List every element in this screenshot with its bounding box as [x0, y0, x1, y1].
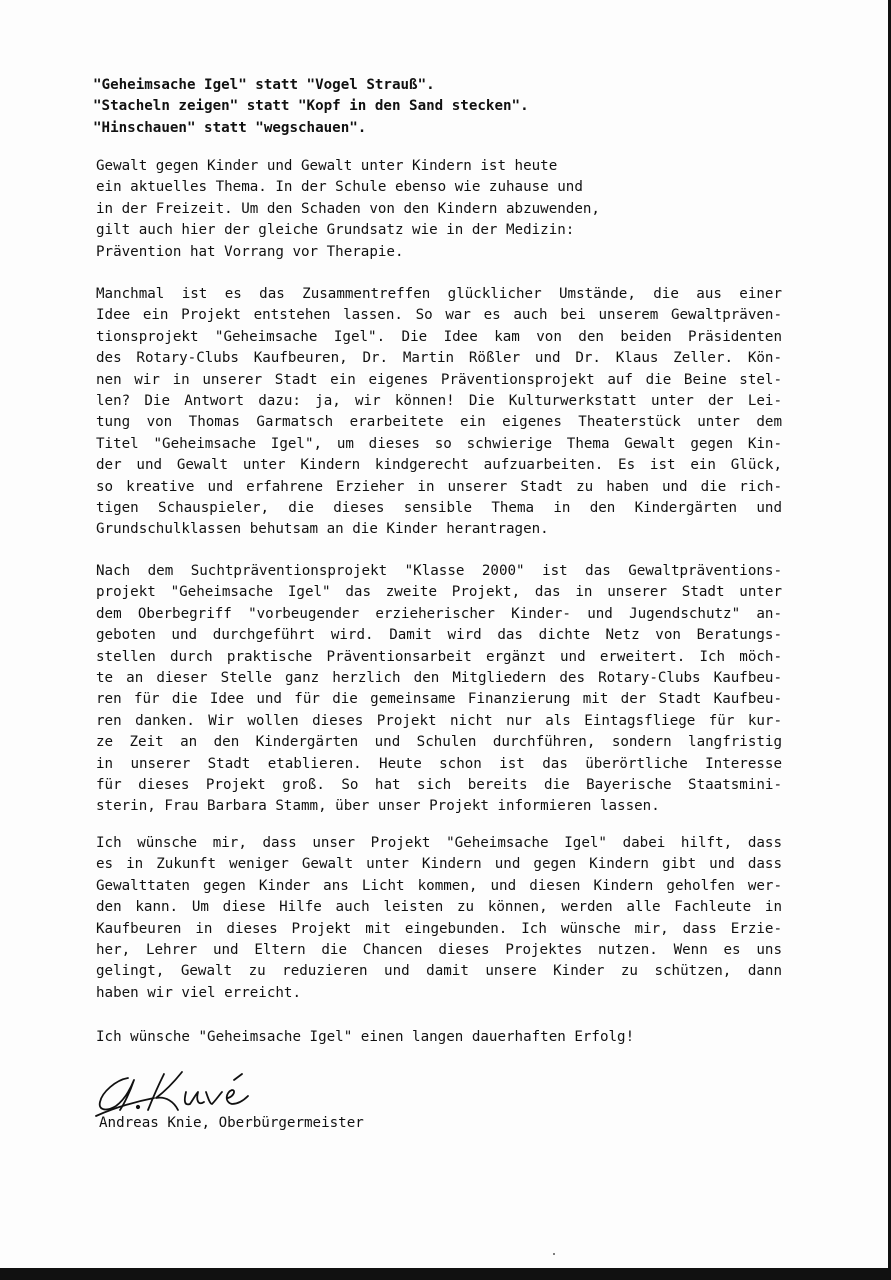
paragraph-line: haben wir viel erreicht. [96, 984, 301, 1001]
paragraph-line: dem Oberbegriff "vorbeugender erzieherischer Kinder- und Jugendschutz" an- [96, 605, 782, 622]
paragraph-line: in unserer Stadt etablieren. Heute schon ist das überörtliche Interesse [96, 755, 782, 772]
paragraph-line: in der Freizeit. Um den Schaden von den Kindern abzuwenden, [96, 200, 600, 217]
paragraph-line: nen wir in unserer Stadt ein eigenes Präventionsprojekt auf die Beine stel- [96, 371, 782, 388]
paragraph-line: Gewalt gegen Kinder und Gewalt unter Kindern ist heute [96, 158, 558, 174]
paragraph-line: Grundschulklassen behutsam an die Kinder herantragen. [96, 521, 549, 538]
heading-line-3: "Hinschauen" statt "wegschauen". [93, 120, 367, 136]
paragraph-line: projekt "Geheimsache Igel" das zweite Projekt, das in unserer Stadt unter [96, 584, 782, 601]
paragraph-line: Prävention hat Vorrang vor Therapie. [96, 243, 404, 260]
heading-line-1: "Geheimsache Igel" statt "Vogel Strauß". [93, 77, 435, 93]
paragraph-line: ze Zeit an den Kindergärten und Schulen durchführen, sondern langfristig [96, 734, 782, 751]
paragraph-line: len? Die Antwort dazu: ja, wir können! Die Kulturwerkstatt unter der Lei- [96, 393, 782, 410]
paragraph-line: gilt auch hier der gleiche Grundsatz wie in der Medizin: [96, 222, 575, 239]
paragraph-4 [96, 833, 782, 1004]
paragraph-line: te an dieser Stelle ganz herzlich den Mitgliedern des Rotary-Clubs Kaufbeu- [96, 670, 782, 687]
paragraph-line: tung von Thomas Garmatsch erarbeitete ein eigenes Theaterstück unter dem [96, 414, 782, 431]
paragraph-3 [96, 561, 782, 818]
paragraph-line: Titel "Geheimsache Igel", um dieses so schwierige Thema Gewalt gegen Kin- [96, 435, 782, 452]
handwritten-signature [94, 1058, 294, 1120]
paragraph-line: den kann. Um diese Hilfe auch leisten zu können, werden alle Fachleute in [96, 899, 782, 916]
paragraph-line: sterin, Frau Barbara Stamm, über unser Projekt informieren lassen. [96, 798, 660, 815]
paragraph-line: Gewalttaten gegen Kinder ans Licht kommen, und diesen Kindern geholfen wer- [96, 877, 782, 894]
paragraph-line: so kreative und erfahrene Erzieher in unserer Stadt zu haben und die rich- [96, 478, 782, 495]
paragraph-line: her, Lehrer und Eltern die Chancen dieses Projektes nutzen. Wenn es uns [96, 942, 782, 959]
paragraph-line: für dieses Projekt groß. So hat sich bereits die Bayerische Staatsmini- [96, 777, 782, 794]
paragraph-line: ren für die Idee und für die gemeinsame Finanzierung mit der Stadt Kaufbeu- [96, 691, 782, 708]
closing-text: Ich wünsche "Geheimsache Igel" einen langen dauerhaften Erfolg! [96, 1029, 635, 1045]
paragraph-line: geboten und durchgeführt wird. Damit wird das dichte Netz von Beratungs- [96, 627, 782, 644]
scan-edge-bottom [0, 1268, 891, 1280]
paragraph-line: Ich wünsche mir, dass unser Projekt "Geheimsache Igel" dabei hilft, dass [96, 835, 782, 851]
paragraph-line: ren danken. Wir wollen dieses Projekt nicht nur als Eintagsfliege für kur- [96, 712, 782, 729]
paragraph-line: Manchmal ist es das Zusammentreffen glücklicher Umstände, die aus einer [96, 286, 782, 302]
paragraph-2 [96, 284, 782, 541]
paragraph-line: der und Gewalt unter Kindern kindgerecht aufzuarbeiten. Es ist ein Glück, [96, 457, 782, 474]
paragraph-line: tionsprojekt "Geheimsache Igel". Die Idee kam von den beiden Präsidenten [96, 328, 782, 345]
paragraph-line: tigen Schauspieler, die dieses sensible Thema in den Kindergärten und [96, 500, 782, 517]
paragraph-line: Kaufbeuren in dieses Projekt mit eingebunden. Ich wünsche mir, dass Erzie- [96, 920, 782, 937]
paragraph-line: des Rotary-Clubs Kaufbeuren, Dr. Martin Rößler und Dr. Klaus Zeller. Kön- [96, 350, 782, 367]
paragraph-line: gelingt, Gewalt zu reduzieren und damit unsere Kinder zu schützen, dann [96, 963, 782, 980]
paragraph-line: Idee ein Projekt entstehen lassen. So war es auch bei unserem Gewaltpräven- [96, 307, 782, 324]
scan-speck [553, 1253, 555, 1255]
paragraph-line: ein aktuelles Thema. In der Schule ebenso wie zuhause und [96, 179, 583, 196]
paragraph-line: Nach dem Suchtpräventionsprojekt "Klasse 2000" ist das Gewaltpräventions- [96, 563, 782, 579]
paragraph-line: stellen durch praktische Präventionsarbeit ergänzt und erweitert. Ich möch- [96, 648, 782, 665]
paragraph-1 [96, 156, 656, 263]
signer-name: Andreas Knie, Oberbürgermeister [99, 1115, 364, 1131]
closing-line [96, 1027, 696, 1048]
heading-line-2: "Stacheln zeigen" statt "Kopf in den Sand stecken". [93, 98, 529, 114]
paragraph-line: es in Zukunft weniger Gewalt unter Kindern und gegen Kindern gibt und dass [96, 856, 782, 873]
